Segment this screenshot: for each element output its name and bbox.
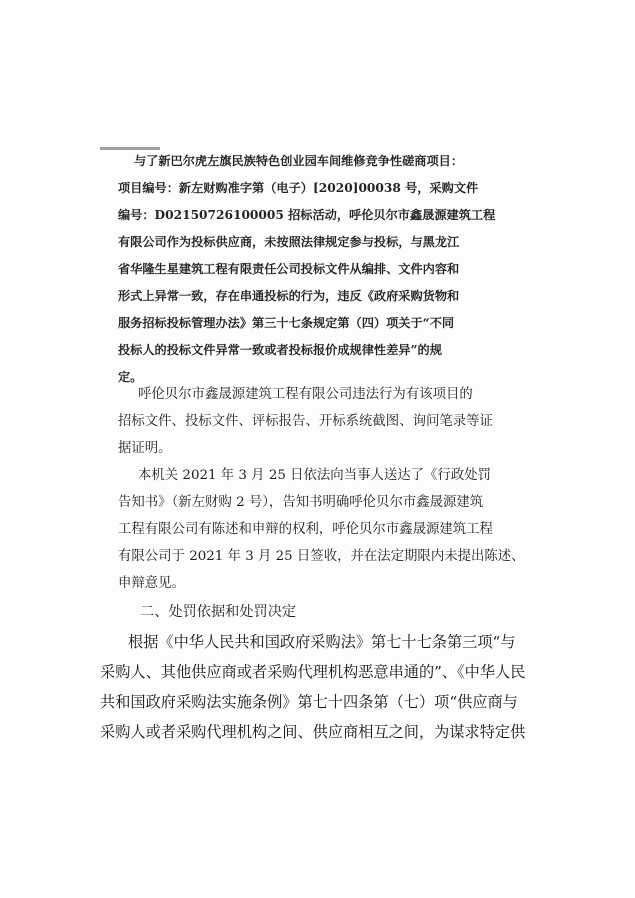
- paragraph-4-line-3: 共和国政府采购法实施条例》第七十四条第（七）项“供应商与: [100, 693, 518, 711]
- paragraph-3-line-3: 工程有限公司有陈述和申辩的权利，呼伦贝尔市鑫晟源建筑工程: [118, 522, 493, 537]
- scan-artifact-line: [100, 147, 160, 150]
- paragraph-3-line-1: 本机关 2021 年 3 月 25 日依法向当事人送达了《行政处罚: [138, 468, 491, 483]
- paragraph-2-line-1: 呼伦贝尔市鑫晟源建筑工程有限公司违法行为有该项目的: [138, 387, 473, 402]
- paragraph-2-line-3: 据证明。: [118, 441, 172, 456]
- paragraph-4-line-4: 采购人或者采购代理机构之间、供应商相互之间，为谋求特定供: [100, 723, 526, 741]
- paragraph-2-line-2: 招标文件、投标文件、评标报告、开标系统截图、询问笔录等证: [118, 414, 493, 429]
- paragraph-4-line-1: 根据《中华人民共和国政府采购法》第七十七条第三项“与: [128, 633, 516, 651]
- paragraph-1-line-7: 服务招标投标管理办法》第三十七条规定第（四）项关于“不同: [118, 316, 455, 330]
- paragraph-1-line-2: 项目编号：新左财购准字第（电子）[2020]00038 号，采购文件: [118, 181, 479, 195]
- paragraph-1-line-4: 有限公司作为投标供应商，未按照法律规定参与投标，与黑龙江: [118, 235, 460, 249]
- paragraph-1-line-3: 编号：D02150726100005 招标活动，呼伦贝尔市鑫晟源建筑工程: [118, 208, 496, 222]
- paragraph-1-line-5: 省华隆生星建筑工程有限责任公司投标文件从编排、文件内容和: [118, 262, 460, 276]
- paragraph-1-line-6: 形式上异常一致，存在串通投标的行为，违反《政府采购货物和: [118, 289, 460, 303]
- paragraph-1-line-8: 投标人的投标文件异常一致或者投标报价成规律性差异”的规: [118, 343, 442, 357]
- paragraph-3-line-5: 申辩意见。: [118, 576, 185, 591]
- paragraph-3-line-4: 有限公司于 2021 年 3 月 25 日签收，并在法定期限内未提出陈述、: [118, 549, 525, 564]
- paragraph-1-line-1: 与了新巴尔虎左旗民族特色创业园车间维修竞争性磋商项目：: [134, 154, 464, 168]
- paragraph-3-line-2: 告知书》（新左财购 2 号），告知书明确呼伦贝尔市鑫晟源建筑: [118, 495, 484, 510]
- paragraph-1-line-9: 定。: [118, 370, 143, 384]
- section-heading: 二、处罚依据和处罚决定: [140, 604, 297, 620]
- paragraph-4-line-2: 采购人、其他供应商或者采购代理机构恶意串通的”、《中华人民: [100, 663, 526, 681]
